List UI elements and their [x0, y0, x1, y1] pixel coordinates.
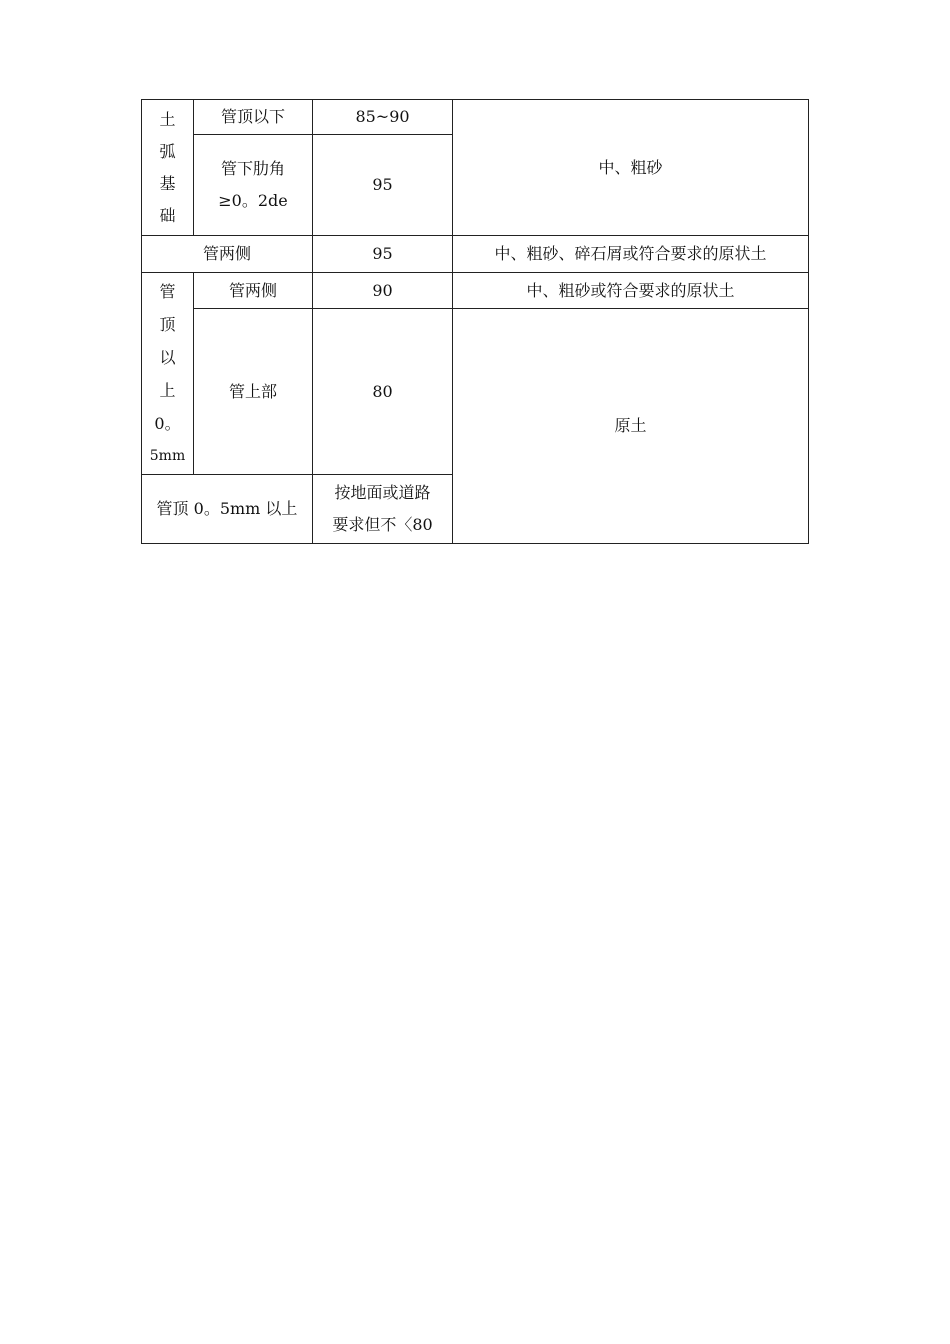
table-row	[142, 100, 809, 135]
table-row	[142, 236, 809, 273]
material-cell: 中、粗砂或符合要求的原状土	[453, 273, 809, 309]
material-cell: 中、粗砂、碎石屑或符合要求的原状土	[453, 236, 809, 273]
compaction-cell: 80	[313, 309, 453, 475]
material-cell: 原土	[453, 309, 809, 544]
position-cell: 管两侧	[142, 236, 313, 273]
position-cell: 管顶 0。5mm 以上	[142, 475, 313, 544]
compaction-cell: 85~90	[313, 100, 453, 135]
top-group-char: 5mm	[149, 447, 186, 464]
position-cell	[194, 135, 313, 236]
top-group-char: 管	[159, 281, 176, 301]
compaction-line: 要求但不〈80	[332, 515, 433, 534]
position-cell: 管顶以下	[194, 100, 313, 135]
position-line: 管下肋角	[220, 159, 285, 178]
position-line: ≥0。2de	[218, 191, 288, 210]
position-cell: 管两侧	[194, 273, 313, 309]
compaction-cell: 95	[313, 236, 453, 273]
material-cell: 中、粗砂	[453, 100, 809, 236]
compaction-cell: 95	[313, 135, 453, 236]
compaction-cell	[313, 475, 453, 544]
top-group-char: 上	[159, 380, 176, 400]
backfill-spec-table	[141, 99, 809, 544]
base-group-char: 弧	[159, 141, 176, 161]
compaction-cell: 90	[313, 273, 453, 309]
table-row	[142, 309, 809, 475]
position-cell: 管上部	[194, 309, 313, 475]
top-group-label	[142, 273, 194, 475]
top-group-char: 0。	[154, 413, 181, 433]
base-group-char: 土	[159, 109, 176, 129]
top-group-char: 以	[159, 347, 176, 367]
base-group-char: 础	[159, 205, 176, 225]
base-group-label	[142, 100, 194, 236]
top-group-char: 顶	[159, 314, 176, 334]
compaction-line: 按地面或道路	[334, 483, 431, 502]
base-group-char: 基	[159, 173, 176, 193]
table-row	[142, 273, 809, 309]
